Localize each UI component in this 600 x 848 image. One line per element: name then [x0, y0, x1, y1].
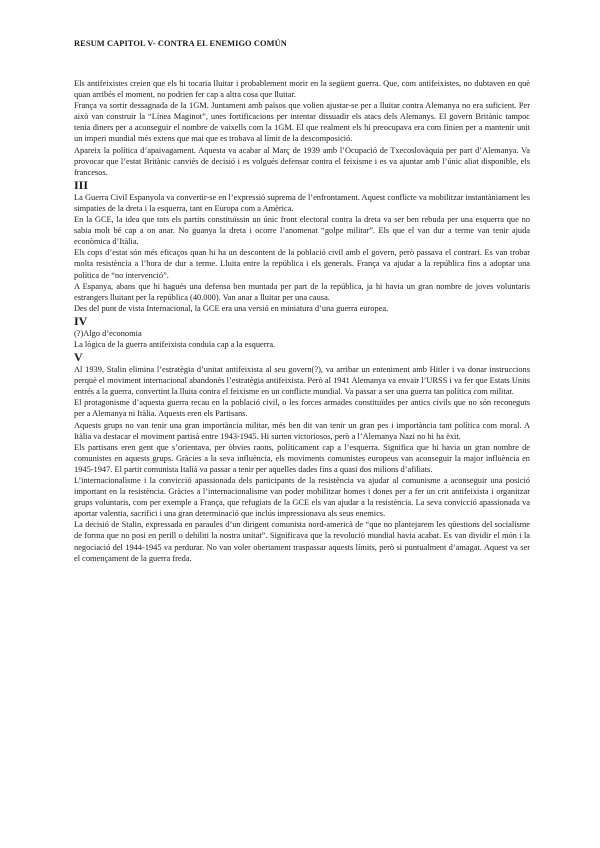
intro-paragraph: Apareix la política d’apaivagament. Aquesta va acabar al Març de 1939 amb l’Ocupació de Txecoslovàquia per part d’Alemanya. Va provocar que l’estat Britànic canviés de decisió i es volgués defensar contra el feixisme i es va ajuntar amb l’únic aliat disponible, els francesos. [74, 145, 530, 177]
section-iii-paragraph: Els cops d’estat són més eficaços quan hi ha un descontent de la població civil amb el govern, però passava el contrari. Es van trobar molta resistència a l’hora de dur a terme. Lluita entre la república i els generals. França va ajudar a la república fins a adoptar una política de “no intervenció”. [74, 248, 530, 280]
section-v-paragraph: Aquests grups no van tenir una gran importància militar, més ben dit van tenir un gran pes i importància tant política com moral. A Itàlia va destacar el moviment partisà entre 1943-1945. Hi surten victoriosos, però a l’Alemanya Nazi no hi ha èxit. [74, 420, 530, 441]
section-iv-paragraph: (?)Algo d’economia [74, 328, 142, 338]
intro-paragraph: Els antifeixistes creien que els hi tocaria lluitar i probablement morir en la següent guerra. Que, com antifeixistes, no dubtaven en què quan arribés el moment, no podrien fer cap a altra cosa que lluitar. [74, 79, 530, 100]
section-v-paragraph: El protagonisme d’aquesta guerra recau en la població civil, o les forces armades constituïdes per antics civils que no són reconeguts per a Alemanya ni Itàlia. Aquests eren els Partisans. [74, 398, 530, 419]
section-heading-v: V [74, 350, 83, 365]
document-title: RESUM CAPITOL V- CONTRA EL ENEMIGO COMÚN [74, 39, 287, 48]
section-iii-paragraph: Des del punt de vista Internacional, la GCE era una versió en miniatura d’una guerra europea. [74, 303, 389, 313]
section-iii-paragraph: A Espanya, abans que hi hagués una defensa ben muntada per part de la república, ja hi havia un gran nombre de joves voluntaris estrangers lluitant per la república (40.000). Van anar a lluitar per una causa. [74, 281, 530, 302]
section-iii-paragraph: En la GCE, la idea que tots els partits constituïssin un únic front electoral contra la dreta va ser ben rebuda per una esquerra que no sabia molt bé cap a on anar. No guanya la dreta i ocorre l’anomenat “golpe militar”. Els que el van dur a terme van tenir ajuda econòmica d’Itàlia. [74, 215, 530, 247]
section-iii-paragraph: La Guerra Civil Espanyola va convertir-se en l’expressió suprema de l’enfrontament. Aquest conflicte va mobilitzar instantàniament les simpaties de la dreta i la esquerra, tant en Europa com a Amèrica. [74, 192, 530, 213]
section-iv-paragraph: La lògica de la guerra antifeixista conduïa cap a la esquerra. [74, 339, 276, 349]
section-v-paragraph: L’internacionalisme i la convicció apassionada dels participants de la resistència va ajudar al comunisme a aconseguir una posició important en la resistència. Gràcies a l’internacionalisme van poder mobilitzar homes i dones per a fer un crit antifeixista i organitzar grups voluntaris, com per exemple a França, que refugiats de la GCE els van ajudar a la resistència. La seva convicció apassionada va aportar valentia, sacrifici i una gran determinació que inclús impressionava als seus enemics. [74, 476, 530, 519]
section-heading-iv: IV [74, 313, 88, 328]
section-v-paragraph: Els partisans eren gent que s’orientava, per òbvies raons, políticament cap a l’esquerra. Significa que hi havia un gran nombre de comunistes en aquests grups. Gràcies a la seva influència, els moviments comunistes europeus van aconseguir la major influència en 1945-1947. El partit comunista Italià va passar a tenir per aquelles dades fins a quasi dos milions d’afiliats. [74, 442, 530, 474]
section-heading-iii: III [74, 177, 89, 192]
section-v-paragraph: La decisió de Stalin, expressada en paraules d’un dirigent comunista nord-americà de “que no plantejarem les qüestions del socialisme de forma que no posi en perill o debiliti la nostra unitat”. Significava que la revolució mundial havia acabat. Es van dividir el món i la negociació del 1944-1945 va perdurar. No van voler obertament traspassar aquests límits, però si puntualment d’amagat. Aquest va ser el començament de la guerra freda. [74, 520, 530, 563]
document-page [74, 38, 530, 564]
intro-paragraph: França va sortir dessagnada de la 1GM. Juntament amb països que volien ajustar-se per a lluitar contra Alemanya no era suficient. Per això van construir la “Línea Maginot”, unes fortificacions per intentar dissuadir els atacs dels Alemanys. El govern Britànic tampoc tenia diners per a aconseguir el nombre de vaixells com la 1GM. El que realment els hi preocupava era com finien per a mantenir unit un imperi mundial més extens que mai que es trobava al límit de la descomposició. [74, 101, 530, 144]
section-v-paragraph: Al 1939, Stalin elimina l’estratègia d’unitat antifeixista al seu govern(?), va arribar un enteniment amb Hitler i va donar instruccions perquè el moviment internacional abandonés l’estratègia antifeixista. Però al 1941 Alemanya va envair l’URSS i va fer que Estats Units entrés a la guerra, convertint la lluita contra el feixisme en un conflicte mundial. Va passar a ser una guerra tan política com militar. [74, 365, 530, 397]
